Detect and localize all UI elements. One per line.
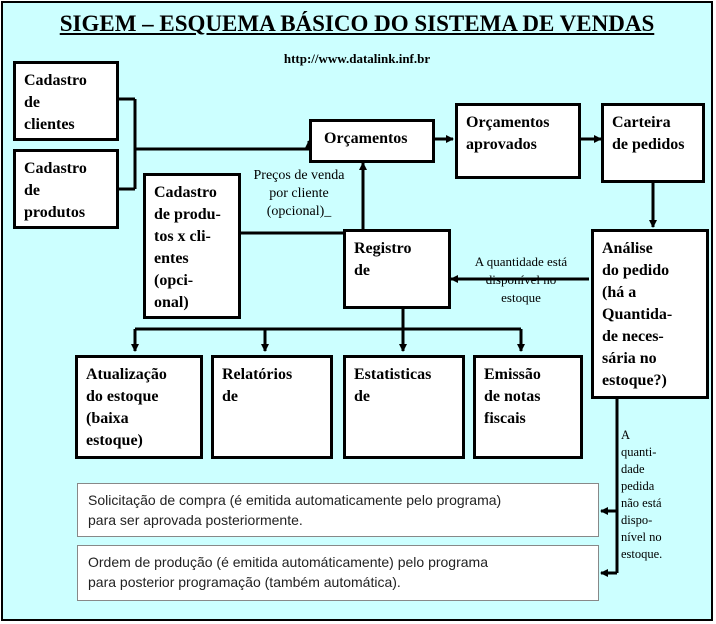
box-cadastro-clientes: Cadastro de clientes [13,61,119,141]
box-registro: Registro de [343,229,451,309]
box-carteira-pedidos: Carteira de pedidos [601,103,705,183]
note-solicitacao-compra: Solicitação de compra (é emitida automaticamente pelo programa) para ser aprovada posteriormente. [77,483,599,537]
box-emissao-notas: Emissão de notas fiscais [473,355,583,459]
arrow-to-orcamentos [135,141,309,149]
source-url: http://www.datalink.inf.br [283,51,431,66]
note-ordem-producao: Ordem de produção (é emitida automáticamente) pelo programa para posterior programação (também automática). [77,545,599,601]
box-cadastro-produtos: Cadastro de produtos [13,149,119,229]
label-precos-venda: Preços de venda por cliente (opcional)_ [253,168,345,219]
box-estatisticas: Estatisticas de [343,355,465,459]
box-relatorios: Relatórios de [211,355,333,459]
label-quantidade-disponivel: A quantidade está disponível no estoque [474,254,568,305]
box-orcamentos: Orçamentos [309,119,435,163]
box-atualizacao-estoque: Atualização do estoque (baixa estoque) [75,355,203,459]
diagram-canvas [1,1,713,621]
diagram-title: SIGEM – ESQUEMA BÁSICO DO SISTEMA DE VENDAS [59,11,655,36]
label-quantidade-nao-disponivel: A quanti- dade pedida não está dispo- nível no estoque. [621,428,663,561]
box-cadastro-produtos-clientes: Cadastro de produ- tos x cli- entes (opci- onal) [143,173,241,319]
box-analise-pedido: Análise do pedido (há a Quantida- de neces- sária no estoque?) [591,229,709,399]
box-orcamentos-aprovados: Orçamentos aprovados [455,103,581,179]
